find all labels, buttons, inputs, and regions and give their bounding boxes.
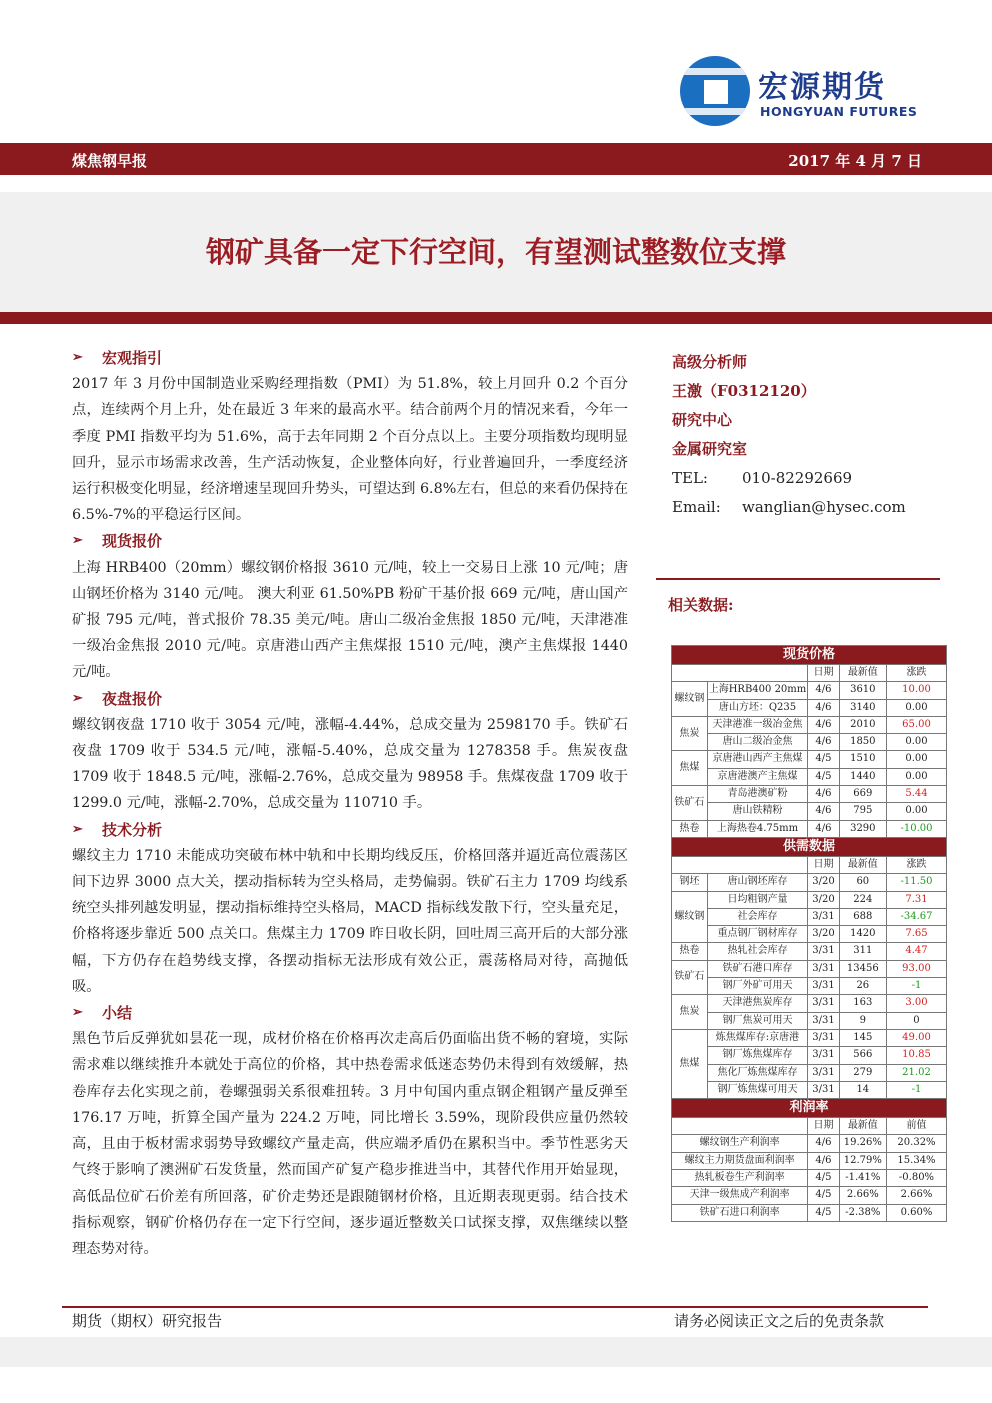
- date-cell: 4/5: [808, 751, 839, 768]
- change-cell: 10.00: [886, 682, 946, 699]
- value-cell: 224: [839, 891, 886, 908]
- section-heading: [72, 817, 628, 843]
- value-cell: 311: [839, 943, 886, 960]
- change-cell: 5.44: [886, 786, 946, 803]
- group-label: 焦煤: [672, 1029, 708, 1098]
- date-cell: 4/5: [808, 768, 839, 785]
- table-row: [672, 1029, 947, 1046]
- change-cell: 0.00: [886, 768, 946, 785]
- section-heading: [72, 1000, 628, 1026]
- item-label: 螺纹主力期货盘面利润率: [672, 1152, 808, 1169]
- date-cell: 3/31: [808, 1081, 839, 1098]
- change-cell: 0.00: [886, 803, 946, 820]
- group-label: 热卷: [672, 943, 708, 960]
- item-label: 铁矿石进口利润率: [672, 1204, 808, 1221]
- column-label: 最新值: [839, 856, 886, 873]
- value-cell: 3290: [839, 820, 886, 837]
- value-cell: 12.79%: [839, 1152, 886, 1169]
- item-label: 青岛港澳矿粉: [707, 786, 808, 803]
- item-label: 钢厂焦炭可用天: [707, 1012, 808, 1029]
- item-label: 上海HRB400 20mm: [707, 682, 808, 699]
- footer-rule: [62, 1306, 928, 1308]
- footer-band: [0, 1337, 992, 1367]
- blank-cell: [672, 665, 808, 682]
- item-label: 唐山铁精粉: [707, 803, 808, 820]
- tel-label: TEL:: [672, 469, 708, 487]
- table-row: [672, 1204, 947, 1221]
- title-rule: [0, 312, 992, 324]
- section-body: 螺纹主力 1710 未能成功突破布林中轨和中长期均线反压，价格回落并逼近高位震荡区间下边界 3000 点大关，摆动指标转为空头格局，走势偏弱。铁矿石主力 1709 均线系统空头排列越发明显，摆动指标维持空头格局，MACD 指标线发散下行，空头量充足，价格将逐步靠近 500 点关口。焦煤主力 1709 昨日收长阴，回吐周三高开后的大部分涨幅，下方仍存在趋势线支撑，各摆动指标无法形成有效公正，震荡格局对待，高抛低吸。: [72, 847, 628, 995]
- change-cell: -1: [886, 1081, 946, 1098]
- table-row: [672, 820, 947, 837]
- table-row: [672, 803, 947, 820]
- value-cell: 669: [839, 786, 886, 803]
- arrow-right-icon: ➢: [72, 690, 83, 706]
- change-cell: 4.47: [886, 943, 946, 960]
- table-row: [672, 682, 947, 699]
- change-cell: -11.50: [886, 874, 946, 891]
- item-label: 铁矿石港口库存: [707, 960, 808, 977]
- footer-left: 期货（期权）研究报告: [72, 1312, 223, 1330]
- blank-cell: [672, 1118, 808, 1135]
- item-label: 钢厂炼焦煤可用天: [707, 1081, 808, 1098]
- email-link[interactable]: wanglian@hysec.com: [742, 498, 906, 516]
- date-cell: 3/20: [808, 926, 839, 943]
- change-cell: 7.65: [886, 926, 946, 943]
- table-row: [672, 1135, 947, 1152]
- group-label: 焦煤: [672, 751, 708, 786]
- date-cell: 4/6: [808, 820, 839, 837]
- date-cell: 4/5: [808, 1187, 839, 1204]
- value-cell: 19.26%: [839, 1135, 886, 1152]
- value-cell: 688: [839, 908, 886, 925]
- table-row: [672, 978, 947, 995]
- blank-cell: [672, 856, 808, 873]
- table-row: [672, 1170, 947, 1187]
- value-cell: 566: [839, 1047, 886, 1064]
- date-cell: 3/20: [808, 874, 839, 891]
- value-cell: 279: [839, 1064, 886, 1081]
- value-cell: 3610: [839, 682, 886, 699]
- date-cell: 4/6: [808, 716, 839, 733]
- group-label: 焦炭: [672, 716, 708, 751]
- section-title: 技术分析: [102, 820, 163, 839]
- page-title: 钢矿具备一定下行空间，有望测试整数位支撑: [205, 235, 786, 269]
- table-row: [672, 874, 947, 891]
- value-cell: -2.38%: [839, 1204, 886, 1221]
- section-body: 上海 HRB400（20mm）螺纹钢价格报 3610 元/吨，较上一交易日上涨 10 元/吨；唐山钢坯价格为 3140 元/吨。 澳大利亚 61.50%PB 粉矿干基价报 669 元/吨，唐山国产矿报 795 元/吨，普式报价 78.35 美元/吨。唐山二级冶金焦报 1850 元/吨，天津港准一级冶金焦报 2010 元/吨。京唐港山西产主焦煤报 1510 元/吨，澳产主焦煤报 1440 元/吨。: [72, 559, 628, 681]
- group-label: 热卷: [672, 820, 708, 837]
- tel-row: [672, 464, 932, 493]
- analyst-info: [672, 348, 932, 522]
- value-cell: 163: [839, 995, 886, 1012]
- item-label: 京唐港澳产主焦煤: [707, 768, 808, 785]
- date-cell: 3/31: [808, 960, 839, 977]
- change-cell: 0: [886, 1012, 946, 1029]
- value-cell: 795: [839, 803, 886, 820]
- table-column-header: [672, 856, 947, 873]
- table-row: [672, 751, 947, 768]
- change-cell: 7.31: [886, 891, 946, 908]
- change-cell: 65.00: [886, 716, 946, 733]
- date-cell: 3/20: [808, 891, 839, 908]
- section-body: 2017 年 3 月份中国制造业采购经理指数（PMI）为 51.8%，较上月回升 0.2 个百分点，连续两个月上升，处在最近 3 年来的最高水平。结合前两个月的情况来看，今年一季度 PMI 指数平均为 51.6%，高于去年同期 2 个百分点以上。主要分项指数均现明显回升，显示市场需求改善，生产活动恢复，企业整体向好，行业普遍回升，一季度经济运行积极变化明显，经济增速呈现回升势头，可望达到 6.8%左右，但总的来看仍保持在 6.5%-7%的平稳运行区间。: [72, 376, 628, 524]
- table-row: [672, 995, 947, 1012]
- change-cell: -34.67: [886, 908, 946, 925]
- date-cell: 4/6: [808, 786, 839, 803]
- group-label: 焦炭: [672, 995, 708, 1030]
- value-cell: 1850: [839, 734, 886, 751]
- column-label: 最新值: [839, 1118, 886, 1135]
- section-title: 夜盘报价: [102, 689, 163, 708]
- section-title: 现货报价: [102, 532, 163, 551]
- table-row: [672, 891, 947, 908]
- table-section-header: [672, 1099, 947, 1118]
- item-label: 唐山方坯：Q235: [707, 699, 808, 716]
- table-section-title: 利润率: [672, 1099, 947, 1118]
- prev-cell: 0.60%: [886, 1204, 946, 1221]
- change-cell: -1: [886, 978, 946, 995]
- prev-cell: -0.80%: [886, 1170, 946, 1187]
- date-cell: 4/6: [808, 1135, 839, 1152]
- table-row: [672, 734, 947, 751]
- arrow-right-icon: ➢: [72, 1005, 83, 1021]
- company-logo: [672, 50, 932, 134]
- tel-value: 010-82292669: [742, 469, 853, 487]
- date-cell: 4/6: [808, 682, 839, 699]
- item-label: 钢厂炼焦煤库存: [707, 1047, 808, 1064]
- report-date: 2017 年 4 月 7 日: [788, 152, 922, 170]
- value-cell: 3140: [839, 699, 886, 716]
- table-section-title: 现货价格: [672, 646, 947, 665]
- group-label: 螺纹钢: [672, 682, 708, 717]
- group-label: 钢坯: [672, 874, 708, 891]
- value-cell: 60: [839, 874, 886, 891]
- section-heading: [72, 686, 628, 712]
- column-label: 涨跌: [886, 856, 946, 873]
- change-cell: 0.00: [886, 699, 946, 716]
- value-cell: -1.41%: [839, 1170, 886, 1187]
- column-label: 日期: [808, 856, 839, 873]
- item-label: 热轧板卷生产利润率: [672, 1170, 808, 1187]
- item-label: 唐山钢坯库存: [707, 874, 808, 891]
- change-cell: 21.02: [886, 1064, 946, 1081]
- date-cell: 3/31: [808, 908, 839, 925]
- table-row: [672, 1047, 947, 1064]
- item-label: 社会库存: [707, 908, 808, 925]
- date-cell: 3/31: [808, 978, 839, 995]
- value-cell: 2.66%: [839, 1187, 886, 1204]
- related-data-label: 相关数据:: [668, 596, 734, 614]
- change-cell: 0.00: [886, 734, 946, 751]
- table-row: [672, 716, 947, 733]
- table-section-header: [672, 646, 947, 665]
- item-label: 钢厂外矿可用天: [707, 978, 808, 995]
- item-label: 天津港焦炭库存: [707, 995, 808, 1012]
- item-label: 唐山二级冶金焦: [707, 734, 808, 751]
- value-cell: 1420: [839, 926, 886, 943]
- group-label: 螺纹钢: [672, 891, 708, 943]
- analyst-role: 高级分析师: [672, 353, 748, 371]
- table-section-header: [672, 837, 947, 856]
- item-label: 热轧社会库存: [707, 943, 808, 960]
- change-cell: -10.00: [886, 820, 946, 837]
- change-cell: 93.00: [886, 960, 946, 977]
- item-label: 焦化厂炼焦煤库存: [707, 1064, 808, 1081]
- analyst-dept: 研究中心: [672, 411, 733, 429]
- table-column-header: [672, 1118, 947, 1135]
- value-cell: 9: [839, 1012, 886, 1029]
- arrow-right-icon: ➢: [72, 533, 83, 549]
- date-cell: 3/31: [808, 943, 839, 960]
- value-cell: 145: [839, 1029, 886, 1046]
- item-label: 京唐港山西产主焦煤: [707, 751, 808, 768]
- table-column-header: [672, 665, 947, 682]
- date-cell: 4/5: [808, 1204, 839, 1221]
- logo-mark-icon: [680, 56, 750, 126]
- column-label: 涨跌: [886, 665, 946, 682]
- table-row: [672, 768, 947, 785]
- date-cell: 3/31: [808, 1047, 839, 1064]
- email-row: [672, 493, 932, 522]
- value-cell: 2010: [839, 716, 886, 733]
- logo-en: HONGYUAN FUTURES: [760, 104, 918, 119]
- column-label: 日期: [808, 665, 839, 682]
- item-label: 上海热卷4.75mm: [707, 820, 808, 837]
- date-cell: 3/31: [808, 1064, 839, 1081]
- value-cell: 14: [839, 1081, 886, 1098]
- table-row: [672, 1187, 947, 1204]
- report-name: 煤焦钢早报: [72, 152, 148, 170]
- table-row: [672, 926, 947, 943]
- email-label: Email:: [672, 498, 721, 516]
- item-label: 日均粗钢产量: [707, 891, 808, 908]
- change-cell: 3.00: [886, 995, 946, 1012]
- date-cell: 4/6: [808, 734, 839, 751]
- arrow-right-icon: ➢: [72, 350, 83, 365]
- section-body: 螺纹钢夜盘 1710 收于 3054 元/吨，涨幅-4.44%，总成交量为 2598170 手。铁矿石夜盘 1709 收于 534.5 元/吨，涨幅-5.40%，总成交量为 1278358 手。焦炭夜盘 1709 收于 1848.5 元/吨，涨幅-2.76%，总成交量为 98958 手。焦煤夜盘 1709 收于 1299.0 元/吨，涨幅-2.70%，总成交量为 110710 手。: [72, 716, 628, 812]
- table-row: [672, 908, 947, 925]
- prev-cell: 2.66%: [886, 1187, 946, 1204]
- section-body: 黑色节后反弹犹如昙花一现，成材价格在价格再次走高后仍面临出货不畅的窘境，实际需求难以继续推升本就处于高位的价格，其中热卷需求低迷态势仍未得到有效缓解，热卷库存去化实现之前，卷螺强弱关系很难扭转。3 月中旬国内重点钢企粗钢产量反弹至 176.17 万吨，折算全国产量为 224.2 万吨，同比增长 3.59%，现阶段供应量仍然较高，且由于板材需求弱势导致螺纹产量走高，供应端矛盾仍在累积当中。季节性恶劣天气终于影响了澳洲矿石发货量，然而国产矿复产稳步推进当中，其替代作用开始显现，高低品位矿石价差有所回落，矿价走势还是跟随钢材价格，且近期表现更弱。结合技术指标观察，钢矿价格仍存在一定下行空间，逐步逼近整数关口试探支撑，双焦继续以整理态势对待。: [72, 1031, 628, 1257]
- item-label: 天津一级焦成产利润率: [672, 1187, 808, 1204]
- market-data-table: [671, 645, 947, 1222]
- footer-disclaimer: 请务必阅读正文之后的免责条款: [673, 1312, 884, 1330]
- column-label: 日期: [808, 1118, 839, 1135]
- prev-cell: 20.32%: [886, 1135, 946, 1152]
- item-label: 螺纹钢生产利润率: [672, 1135, 808, 1152]
- analyst-team: 金属研究室: [672, 440, 748, 458]
- date-cell: 4/6: [808, 1152, 839, 1169]
- table-section-title: 供需数据: [672, 837, 947, 856]
- group-label: 铁矿石: [672, 786, 708, 821]
- value-cell: 1510: [839, 751, 886, 768]
- change-cell: 0.00: [886, 751, 946, 768]
- analyst-name: 王激（F0312120）: [672, 382, 816, 400]
- item-label: 重点钢厂钢材库存: [707, 926, 808, 943]
- side-rule: [656, 578, 940, 580]
- change-cell: 49.00: [886, 1029, 946, 1046]
- table-row: [672, 943, 947, 960]
- change-cell: 10.85: [886, 1047, 946, 1064]
- prev-cell: 15.34%: [886, 1152, 946, 1169]
- table-row: [672, 960, 947, 977]
- item-label: 天津港准一级冶金焦: [707, 716, 808, 733]
- table-row: [672, 699, 947, 716]
- section-heading: [72, 528, 628, 554]
- main-content: [72, 345, 628, 1262]
- table-row: [672, 1081, 947, 1098]
- date-cell: 4/5: [808, 1170, 839, 1187]
- group-label: 铁矿石: [672, 960, 708, 995]
- section-title: 小结: [102, 1004, 133, 1023]
- table-row: [672, 786, 947, 803]
- table-row: [672, 1064, 947, 1081]
- table-row: [672, 1012, 947, 1029]
- arrow-right-icon: ➢: [72, 821, 83, 837]
- date-cell: 3/31: [808, 1012, 839, 1029]
- table-row: [672, 1152, 947, 1169]
- date-cell: 4/6: [808, 699, 839, 716]
- item-label: 炼焦煤库存:京唐港: [707, 1029, 808, 1046]
- section-title: 宏观指引: [102, 349, 163, 367]
- logo-cn: 宏源期货: [758, 70, 886, 105]
- date-cell: 4/6: [808, 803, 839, 820]
- date-cell: 3/31: [808, 995, 839, 1012]
- date-cell: 3/31: [808, 1029, 839, 1046]
- section-heading: [72, 345, 628, 371]
- value-cell: 26: [839, 978, 886, 995]
- value-cell: 1440: [839, 768, 886, 785]
- column-label: 最新值: [839, 665, 886, 682]
- value-cell: 13456: [839, 960, 886, 977]
- column-label: 前值: [886, 1118, 946, 1135]
